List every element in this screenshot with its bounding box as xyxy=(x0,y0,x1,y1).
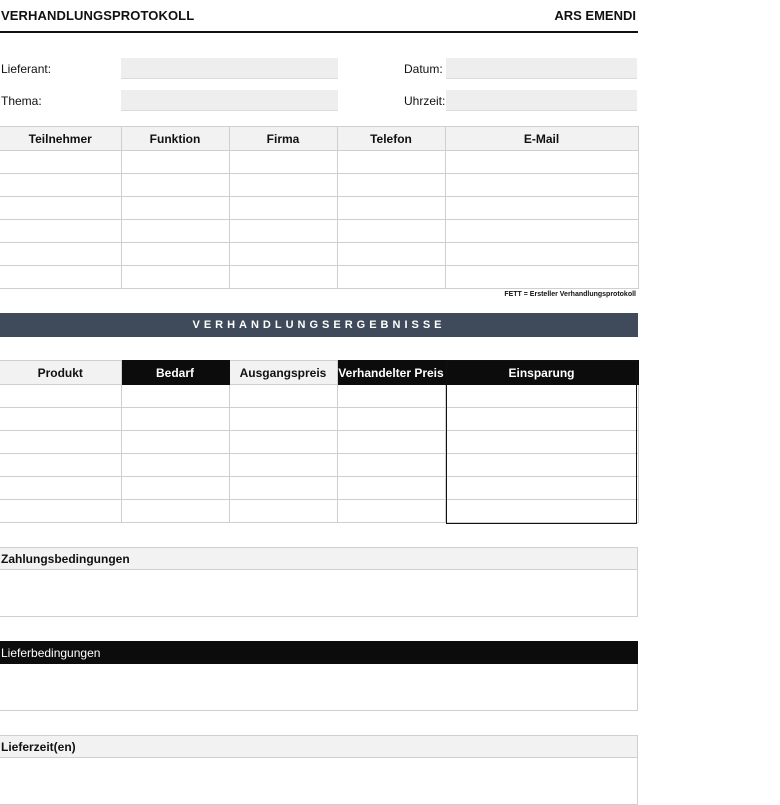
result-cell[interactable] xyxy=(229,477,337,500)
participant-row xyxy=(0,151,638,174)
result-cell[interactable] xyxy=(121,454,229,477)
result-row xyxy=(0,477,638,500)
participant-cell[interactable] xyxy=(337,266,445,289)
participants-header-row xyxy=(0,127,638,151)
participant-row xyxy=(0,220,638,243)
result-cell[interactable] xyxy=(445,454,638,477)
result-cell[interactable] xyxy=(445,385,638,408)
participant-cell[interactable] xyxy=(0,220,121,243)
result-cell[interactable] xyxy=(229,500,337,523)
participant-cell[interactable] xyxy=(337,220,445,243)
result-cell[interactable] xyxy=(0,408,121,431)
participant-cell[interactable] xyxy=(337,197,445,220)
delivery-time-section xyxy=(0,735,638,805)
participant-cell[interactable] xyxy=(337,151,445,174)
participant-cell[interactable] xyxy=(229,220,337,243)
result-row xyxy=(0,408,638,431)
payment-heading: Zahlungsbedingungen xyxy=(0,547,638,570)
topic-label: Thema: xyxy=(1,94,42,108)
participant-cell[interactable] xyxy=(121,243,229,266)
col-email: E-Mail xyxy=(445,127,638,151)
participant-cell[interactable] xyxy=(445,197,638,220)
result-cell[interactable] xyxy=(121,385,229,408)
participant-cell[interactable] xyxy=(229,151,337,174)
result-cell[interactable] xyxy=(121,477,229,500)
result-cell[interactable] xyxy=(445,431,638,454)
results-table xyxy=(0,360,639,523)
result-cell[interactable] xyxy=(229,385,337,408)
col-phone: Telefon xyxy=(337,127,445,151)
result-cell[interactable] xyxy=(121,431,229,454)
col-demand: Bedarf xyxy=(121,361,229,385)
result-cell[interactable] xyxy=(229,431,337,454)
delivery-terms-section xyxy=(0,641,638,711)
results-body xyxy=(0,385,638,523)
col-participant: Teilnehmer xyxy=(0,127,121,151)
result-cell[interactable] xyxy=(445,500,638,523)
brand-name: ARS EMENDI xyxy=(554,8,636,23)
time-label: Uhrzeit: xyxy=(404,94,446,108)
result-cell[interactable] xyxy=(337,500,445,523)
participant-cell[interactable] xyxy=(0,151,121,174)
supplier-field[interactable] xyxy=(121,58,338,79)
result-cell[interactable] xyxy=(121,500,229,523)
topic-field[interactable] xyxy=(121,90,338,111)
result-cell[interactable] xyxy=(445,477,638,500)
date-field[interactable] xyxy=(446,58,637,79)
payment-section xyxy=(0,547,638,617)
col-function: Funktion xyxy=(121,127,229,151)
results-band: VERHANDLUNGSERGEBNISSE xyxy=(0,313,638,337)
delivery-time-heading: Lieferzeit(en) xyxy=(0,735,638,758)
col-company: Firma xyxy=(229,127,337,151)
participant-cell[interactable] xyxy=(0,243,121,266)
participant-cell[interactable] xyxy=(445,266,638,289)
participant-cell[interactable] xyxy=(121,197,229,220)
result-cell[interactable] xyxy=(0,477,121,500)
result-row xyxy=(0,454,638,477)
delivery-terms-heading: Lieferbedingungen xyxy=(0,641,638,664)
result-row xyxy=(0,431,638,454)
col-initial-price: Ausgangspreis xyxy=(229,361,337,385)
participant-cell[interactable] xyxy=(121,151,229,174)
result-cell[interactable] xyxy=(229,408,337,431)
time-field[interactable] xyxy=(446,90,637,111)
participant-row xyxy=(0,266,638,289)
participant-cell[interactable] xyxy=(445,220,638,243)
delivery-terms-field[interactable] xyxy=(0,664,638,711)
result-cell[interactable] xyxy=(0,500,121,523)
delivery-time-field[interactable] xyxy=(0,758,638,805)
participant-row xyxy=(0,197,638,220)
supplier-label: Lieferant: xyxy=(1,62,52,76)
col-savings: Einsparung xyxy=(445,361,638,385)
date-label: Datum: xyxy=(404,62,443,76)
participant-cell[interactable] xyxy=(121,174,229,197)
participant-cell[interactable] xyxy=(0,197,121,220)
participants-table xyxy=(0,126,639,289)
result-cell[interactable] xyxy=(121,408,229,431)
result-cell[interactable] xyxy=(0,431,121,454)
participant-cell[interactable] xyxy=(229,266,337,289)
participant-cell[interactable] xyxy=(121,220,229,243)
participant-cell[interactable] xyxy=(445,174,638,197)
participant-cell[interactable] xyxy=(229,243,337,266)
result-cell[interactable] xyxy=(337,477,445,500)
page-title: VERHANDLUNGSPROTOKOLL xyxy=(1,8,195,23)
result-cell[interactable] xyxy=(337,385,445,408)
col-product: Produkt xyxy=(0,361,121,385)
result-cell[interactable] xyxy=(445,408,638,431)
author-note: FETT = Ersteller Verhandlungsprotokoll xyxy=(504,291,636,298)
result-cell[interactable] xyxy=(337,408,445,431)
header-rule xyxy=(0,31,638,33)
participant-cell[interactable] xyxy=(121,266,229,289)
result-cell[interactable] xyxy=(337,431,445,454)
payment-field[interactable] xyxy=(0,570,638,617)
participants-body xyxy=(0,151,638,289)
participant-cell[interactable] xyxy=(337,174,445,197)
participant-cell[interactable] xyxy=(445,151,638,174)
result-cell[interactable] xyxy=(0,385,121,408)
participant-cell[interactable] xyxy=(229,174,337,197)
participant-row xyxy=(0,174,638,197)
participant-row xyxy=(0,243,638,266)
participant-cell[interactable] xyxy=(337,243,445,266)
result-cell[interactable] xyxy=(0,454,121,477)
participant-cell[interactable] xyxy=(445,243,638,266)
result-cell[interactable] xyxy=(337,454,445,477)
result-row xyxy=(0,385,638,408)
participant-cell[interactable] xyxy=(229,197,337,220)
col-negotiated-price: Verhandelter Preis xyxy=(337,361,445,385)
participant-cell[interactable] xyxy=(0,266,121,289)
result-cell[interactable] xyxy=(229,454,337,477)
participant-cell[interactable] xyxy=(0,174,121,197)
result-row xyxy=(0,500,638,523)
results-header-row xyxy=(0,361,638,385)
